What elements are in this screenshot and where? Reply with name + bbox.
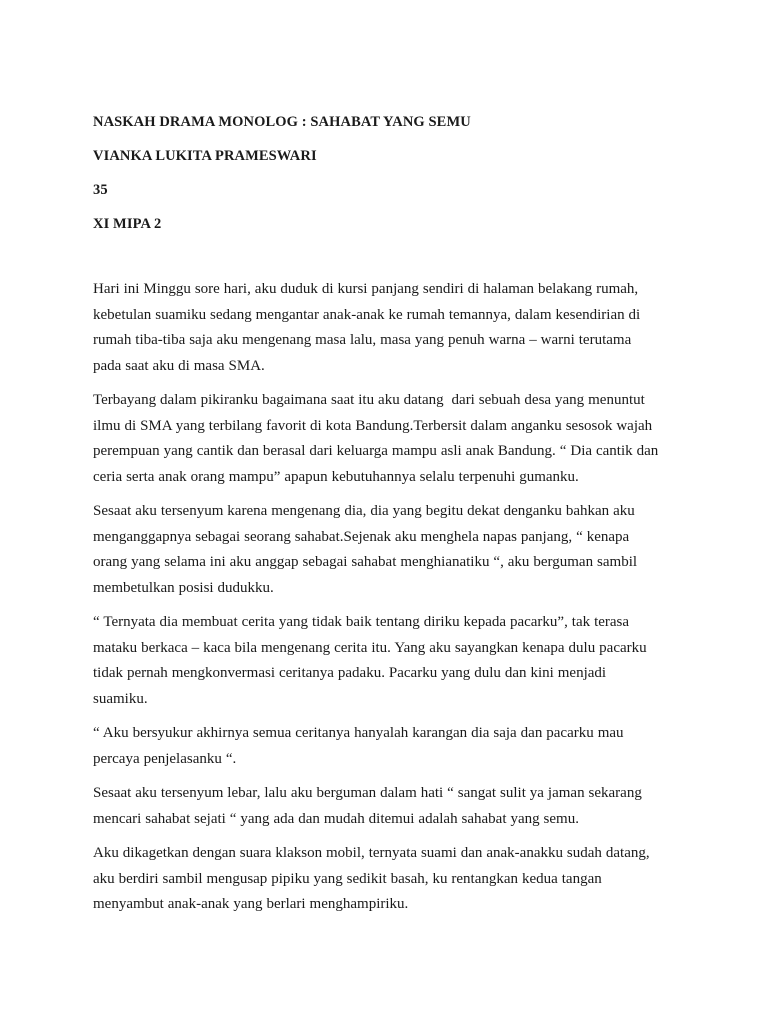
student-number: 35 — [93, 182, 108, 198]
paragraph-2: Terbayang dalam pikiranku bagaimana saat itu aku datang dari sebuah desa yang menuntut ilmu di SMA yang terbilang favorit di kota Bandung.Terbersit dalam anganku sesosok wajah perempuan yang cantik dan berasal dari keluarga mampu asli anak Bandung. “ Dia cantik dan ceria serta anak orang mampu” apapun kebutuhannya selalu terpenuhi gumanku. — [93, 392, 659, 485]
monolog-body — [93, 277, 685, 918]
author-name: VIANKA LUKITA PRAMESWARI — [93, 148, 317, 164]
paragraph-7: Aku dikagetkan dengan suara klakson mobil, ternyata suami dan anak-anakku sudah datang, aku berdiri sambil mengusap pipiku yang sedikit basah, ku rentangkan kedua tangan menyambut anak-anak yang berlari menghampiriku. — [93, 845, 650, 912]
document-page — [93, 112, 685, 927]
paragraph-3: Sesaat aku tersenyum karena mengenang dia, dia yang begitu dekat denganku bahkan aku menganggapnya sebagai seorang sahabat.Sejenak aku menghela napas panjang, “ kenapa orang yang selama ini aku anggap sebagai sahabat menghianatiku “, aku berguman sambil membetulkan posisi dudukku. — [93, 503, 638, 596]
paragraph-5: “ Aku bersyukur akhirnya semua ceritanya hanyalah karangan dia saja dan pacarku mau percaya penjelasanku “. — [93, 725, 624, 767]
class-label: XI MIPA 2 — [93, 216, 162, 232]
document-title: NASKAH DRAMA MONOLOG : SAHABAT YANG SEMU — [93, 114, 471, 130]
paragraph-1: Hari ini Minggu sore hari, aku duduk di kursi panjang sendiri di halaman belakang rumah, kebetulan suamiku sedang mengantar anak-anak ke rumah temannya, dalam kesendirian di rumah tiba-tiba saja aku mengenang masa lalu, masa yang penuh warna – warni terutama pada saat aku di masa SMA. — [93, 281, 641, 374]
paragraph-4: “ Ternyata dia membuat cerita yang tidak baik tentang diriku kepada pacarku”, tak terasa mataku berkaca – kaca bila mengenang cerita itu. Yang aku sayangkan kenapa dulu pacarku tidak pernah mengkonvermasi ceritanya padaku. Pacarku yang dulu dan kini menjadi suamiku. — [93, 614, 647, 707]
paragraph-6: Sesaat aku tersenyum lebar, lalu aku berguman dalam hati “ sangat sulit ya jaman sekarang mencari sahabat sejati “ yang ada dan mudah ditemui adalah sahabat yang semu. — [93, 785, 642, 827]
